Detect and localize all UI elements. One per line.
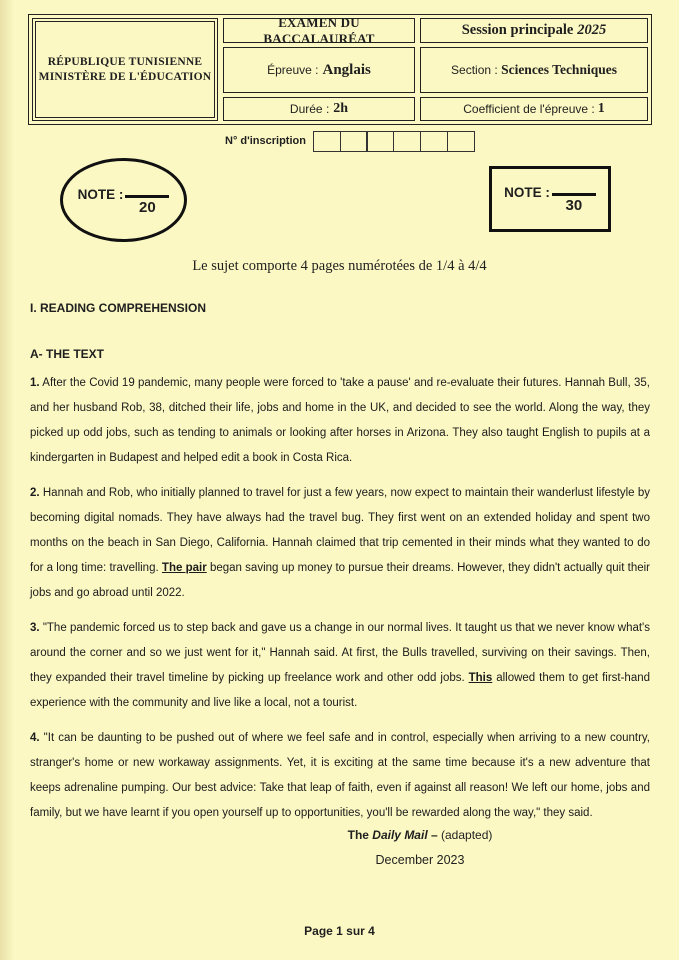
paragraph-3 bbox=[30, 616, 650, 716]
coefficient-cell bbox=[420, 97, 648, 121]
note-fraction bbox=[552, 185, 596, 214]
header-table bbox=[28, 14, 652, 125]
paragraph-number: 2. bbox=[30, 487, 40, 499]
inscription-cell bbox=[340, 131, 368, 152]
exam-title: EXAMEN DU BACCALAURÉAT bbox=[263, 14, 375, 46]
inscription-row bbox=[225, 130, 679, 152]
epreuve-value: Anglais bbox=[322, 61, 371, 78]
coefficient-value: 1 bbox=[597, 101, 605, 116]
inscription-cells bbox=[314, 131, 475, 152]
underlined-phrase-the-pair: The pair bbox=[161, 562, 207, 574]
source-line bbox=[130, 828, 679, 842]
duree-label: Durée : bbox=[289, 102, 330, 116]
epreuve-label: Épreuve : bbox=[267, 63, 319, 77]
ministry-box bbox=[32, 18, 218, 121]
note-fraction bbox=[125, 187, 169, 216]
note-denominator: 20 bbox=[139, 199, 156, 216]
paragraph-2 bbox=[30, 481, 650, 606]
underlined-phrase-this: This bbox=[468, 672, 493, 684]
section-cell bbox=[420, 47, 648, 93]
duree-cell bbox=[223, 97, 415, 121]
note-oval-out-of-20 bbox=[60, 158, 187, 242]
paragraph-number: 1. bbox=[30, 377, 40, 389]
inscription-cell bbox=[366, 131, 394, 152]
notes-row bbox=[0, 156, 679, 248]
page-content bbox=[30, 301, 650, 867]
source-dash: – bbox=[427, 828, 441, 842]
paragraph-4 bbox=[30, 726, 650, 826]
section-text bbox=[451, 61, 617, 79]
paragraph-text: allowed them to get first-hand experience with the community and live like a local, not a tourist. bbox=[30, 672, 650, 709]
note-oval-content bbox=[78, 187, 170, 216]
paragraph-text: Hannah and Rob, who initially planned to travel for just a few years, now expect to maintain their wanderlust lifestyle by becoming digital nomads. They have always had the travel bug. They first went on an extended holiday and spent two months on the beach in San Diego, California. Hannah claimed that trip cemented in their minds what they wanted to do for a long time: travelling. bbox=[30, 487, 650, 574]
source-name: Daily Mail bbox=[372, 828, 428, 842]
inscription-cell bbox=[420, 131, 448, 152]
paragraph-text: "It can be daunting to be pushed out of where we feel safe and in control, especially when arriving to a new country, stranger's home or new workaway assignments. Yet, it is exciting at the same time because it's a new adventure that keeps adrenaline pumping. Our best advice: Take that leap of faith, even if against all reason! We left our home, jobs and family, but we have learnt if you open yourself up to opportunities, you'll be rewarded along the way," they said. bbox=[30, 732, 650, 819]
inscription-cell bbox=[313, 131, 341, 152]
paragraph-text: "The pandemic forced us to step back and gave us a change in our normal lives. It taught us that we never know what's around the corner and so we just went for it," Hannah said. At first, the Bulls travelled, surviving on their savings. Then, they expanded their travel timeline by picking up freelance work and other odd jobs. bbox=[30, 622, 650, 684]
section-label: Section : bbox=[451, 63, 498, 77]
paragraph-number: 3. bbox=[30, 622, 40, 634]
inscription-cell bbox=[393, 131, 421, 152]
epreuve-cell bbox=[223, 47, 415, 93]
republic-line: RÉPUBLIQUE TUNISIENNE bbox=[47, 55, 203, 68]
page-number-footer: Page 1 sur 4 bbox=[304, 924, 375, 938]
paragraph-text: began saving up money to pursue their dreams. However, they didn't actually quit their jobs and go abroad until 2022. bbox=[30, 562, 651, 599]
note-label: NOTE : bbox=[504, 185, 550, 200]
session-year: 2025 bbox=[577, 22, 607, 38]
note-box-content bbox=[504, 185, 596, 214]
section-value: Sciences Techniques bbox=[501, 62, 617, 77]
inscription-cell bbox=[447, 131, 475, 152]
note-fraction-bar bbox=[125, 195, 169, 198]
session-label: Session principale bbox=[461, 22, 574, 38]
note-denominator: 30 bbox=[565, 197, 583, 214]
header-right-column bbox=[420, 18, 648, 121]
duree-value: 2h bbox=[333, 101, 349, 116]
reading-comprehension-heading: I. READING COMPREHENSION bbox=[30, 301, 207, 315]
note-label: NOTE : bbox=[77, 187, 124, 202]
ministry-box-inner bbox=[35, 21, 215, 118]
adapted-note: (adapted) bbox=[441, 828, 493, 842]
subject-pages-note: Le sujet comporte 4 pages numérotées de 1/4 à 4/4 bbox=[192, 258, 487, 274]
note-box-out-of-30 bbox=[489, 166, 611, 232]
paragraph-number: 4. bbox=[30, 732, 40, 744]
source-attribution bbox=[130, 828, 679, 867]
inscription-label: N° d'inscription bbox=[225, 135, 306, 147]
header-middle-column bbox=[223, 14, 415, 121]
ministry-line: MINISTÈRE DE L'ÉDUCATION bbox=[38, 70, 212, 83]
note-fraction-bar bbox=[552, 193, 596, 196]
coefficient-label: Coefficient de l'épreuve : bbox=[463, 102, 595, 116]
exam-title-cell bbox=[223, 14, 415, 46]
session-cell bbox=[420, 18, 648, 43]
the-text-heading: A- THE TEXT bbox=[30, 347, 104, 361]
source-pre: The bbox=[347, 828, 373, 842]
paragraph-text: After the Covid 19 pandemic, many people were forced to 'take a pause' and re-evaluate their futures. Hannah Bull, 35, and her husband Rob, 38, ditched their life, jobs and home in the UK, and decided to see the world. Along the way, they picked up odd jobs, such as tending to animals or looking after horses in Arizona. They also taught English to pupils at a kindergarten in Budapest and helped edit a book in Costa Rica. bbox=[30, 377, 650, 464]
paragraph-1 bbox=[30, 371, 650, 471]
source-date: December 2023 bbox=[375, 853, 465, 867]
